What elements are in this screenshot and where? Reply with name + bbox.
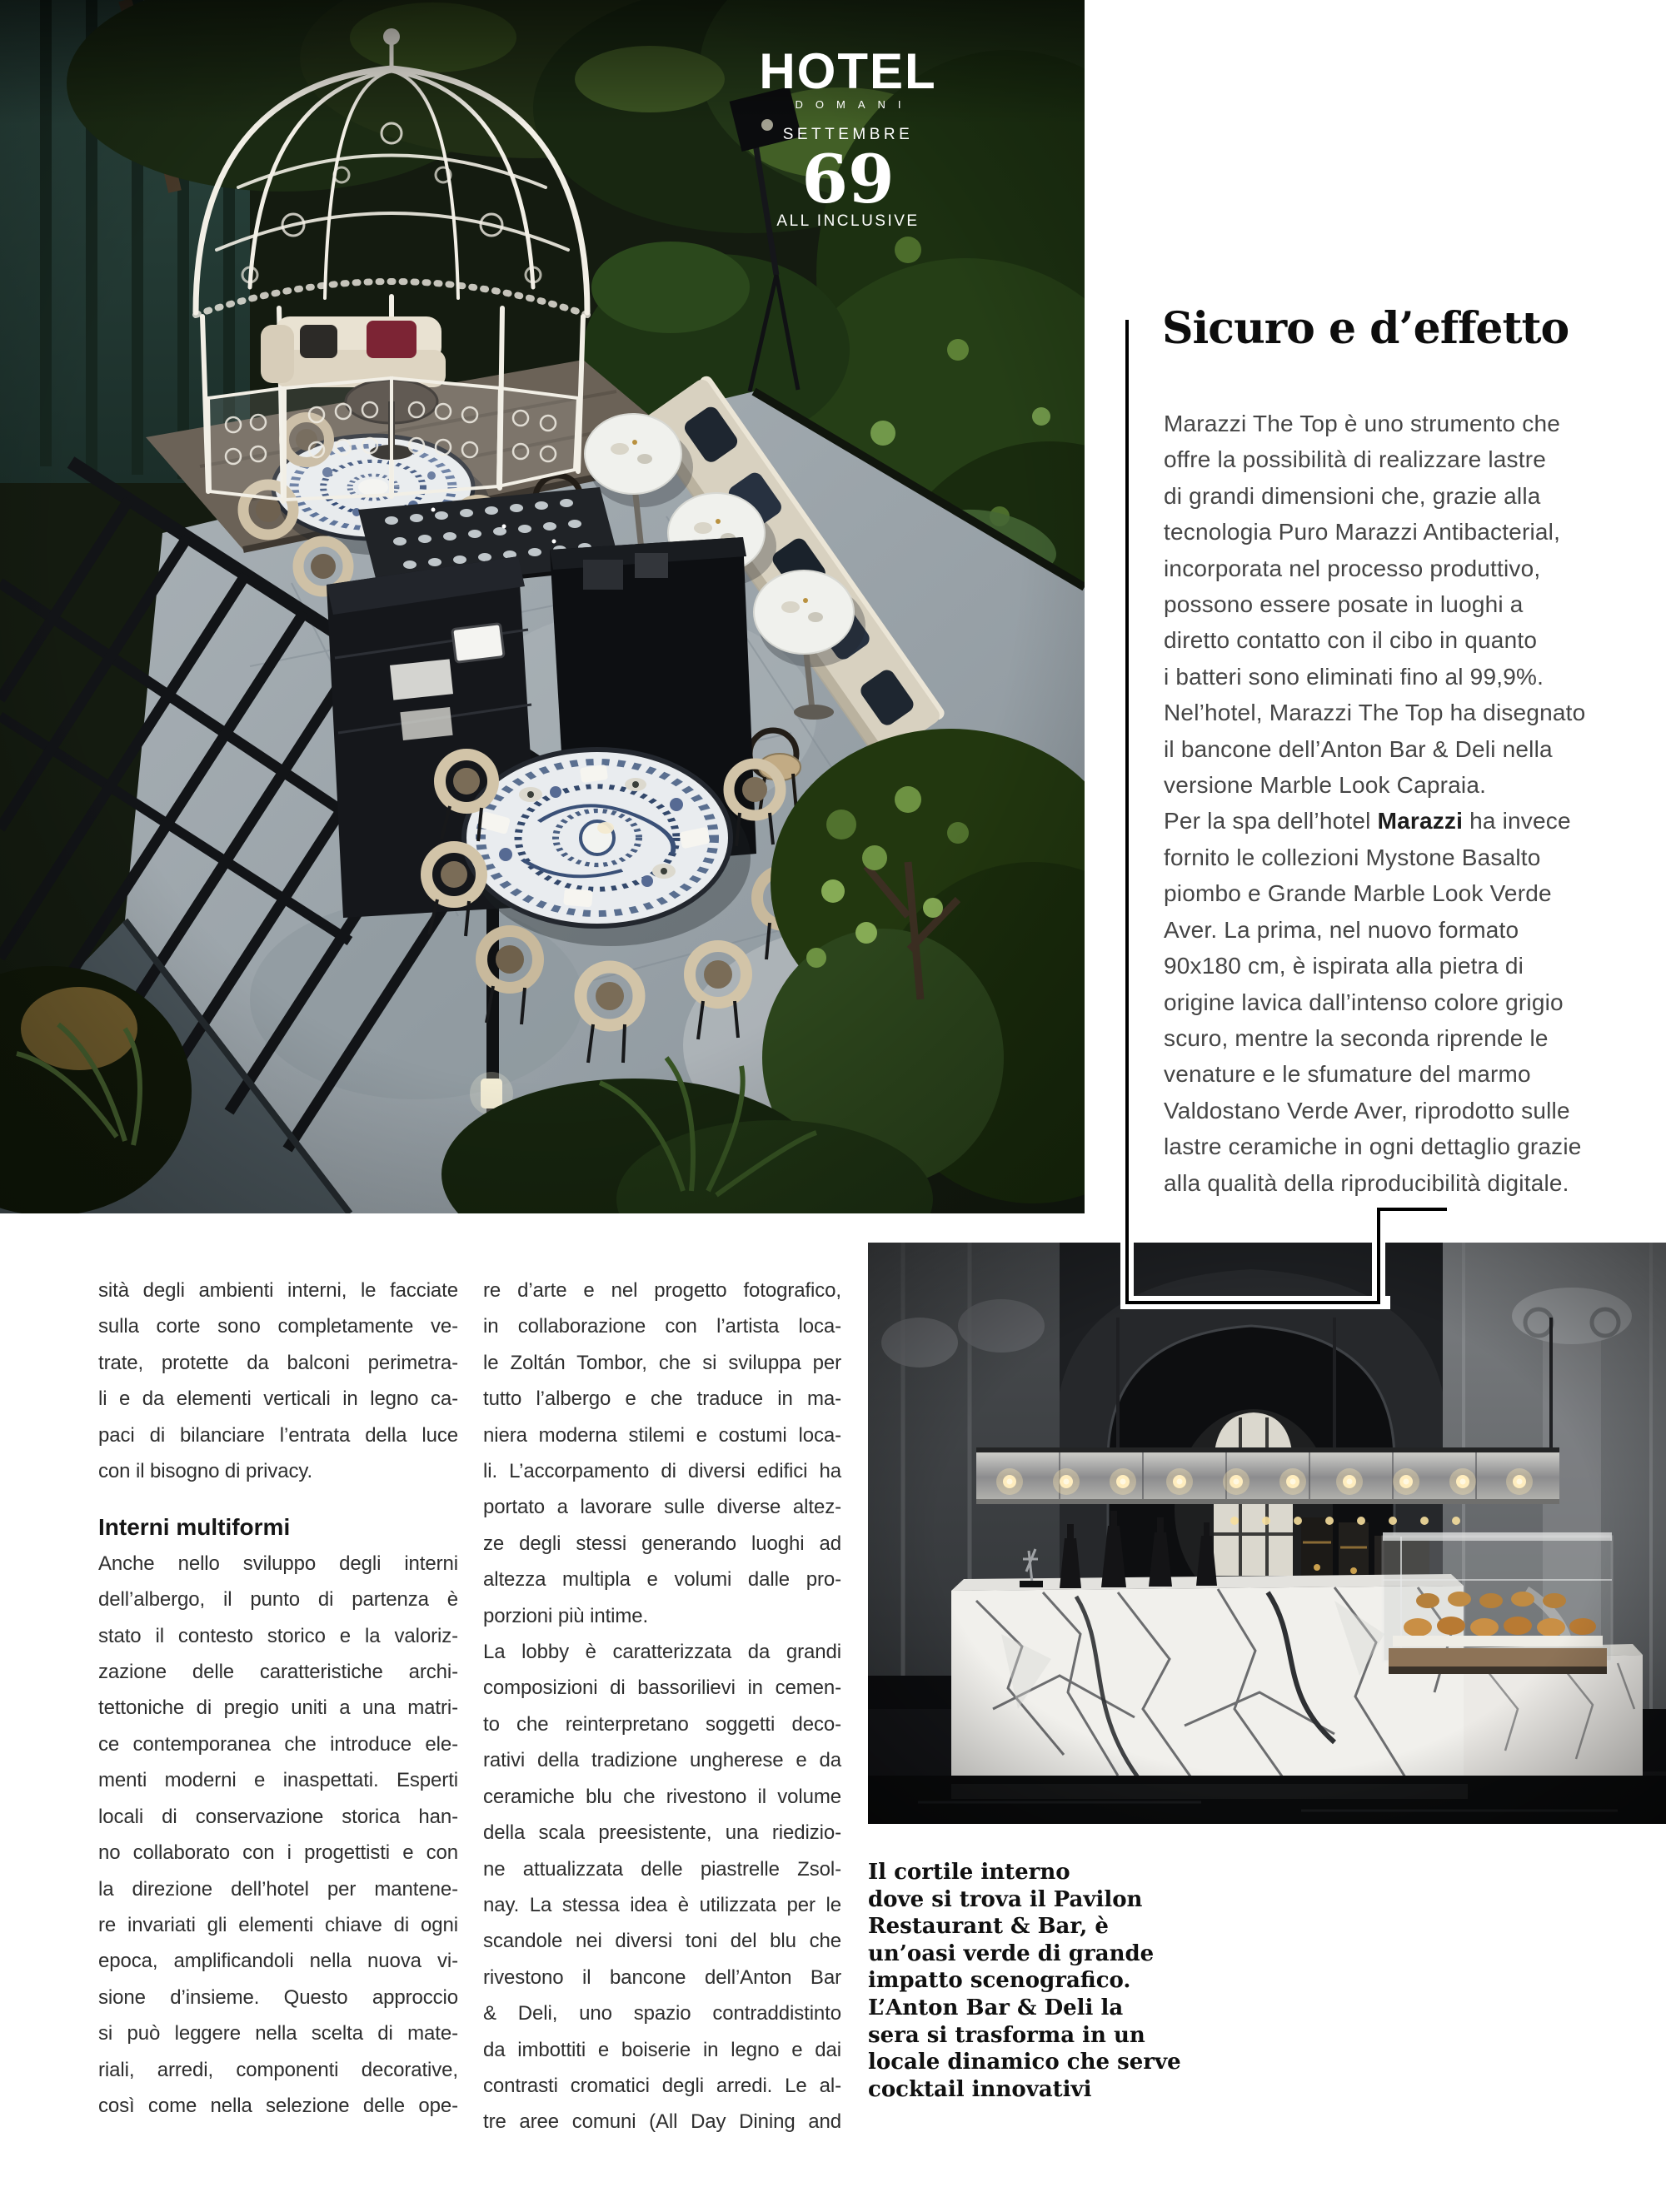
column-1-paragraph-2 [98, 1546, 458, 2125]
sidebar-body [1164, 406, 1664, 1201]
text-line: ze degli stessi generando luoghi ad [483, 1532, 841, 1555]
sidebar-rule [1125, 320, 1129, 1304]
corner-mark-tick [1380, 1208, 1447, 1211]
text-line: in collaborazione con l’artista loca- [483, 1315, 841, 1338]
text-line: offre la possibilità di realizzare lastre [1164, 446, 1547, 473]
text-line: di grandi dimensioni che, grazie alla [1164, 482, 1541, 509]
text-line: diretto contatto con il cibo in quanto [1164, 627, 1538, 654]
text-line: tettoniche di pregio uniti a una matri- [98, 1696, 458, 1720]
masthead [723, 43, 973, 231]
text-line: la direzione dell’hotel per mantene- [98, 1877, 458, 1901]
article-column-1 [98, 1273, 458, 2124]
text-line: tutto l’albergo e che traduce in ma- [483, 1387, 841, 1411]
text-line: possono essere posate in luoghi a [1164, 591, 1524, 618]
text-line: to che reinterpretano soggetti deco- [483, 1712, 841, 1736]
text-line: altezza multipla e volumi dalle pro- [483, 1568, 841, 1592]
text-line: sione d’insieme. Questo approccio [98, 1985, 458, 2009]
text-line: dell’albergo, il punto di partenza è [98, 1588, 458, 1612]
text-line: i batteri sono eliminati fino al 99,9%. [1164, 663, 1544, 690]
text-line: porzioni più intime. [483, 1604, 649, 1627]
text-line: rativi della tradizione ungherese e da [483, 1749, 841, 1772]
corner-mark-vertical [1377, 1208, 1380, 1304]
bar-photo-art [868, 1243, 1666, 1824]
text-line: zazione delle caratteristiche archi- [98, 1661, 458, 1684]
text-line: un’oasi verde di grande [868, 1940, 1155, 1966]
text-line: sera si trasforma in un [868, 2022, 1145, 2048]
issue-month: SETTEMBRE [782, 126, 914, 143]
text-line: Aver. La prima, nel nuovo formato [1164, 916, 1519, 943]
article-subhead: Interni multiformi [98, 1514, 291, 1541]
text-line: nay. La stessa idea è utilizzata per le [483, 1893, 841, 1916]
text-line: Il cortile interno [868, 1860, 1070, 1885]
sidebar-title: Sicuro e d’effetto [1162, 303, 1569, 354]
text-line: così come nella selezione delle ope- [98, 2094, 458, 2117]
text-line: rivestono il bancone dell’Anton Bar [483, 1965, 841, 1989]
text-line: Per la spa dell’hotel Marazzi ha invece [1164, 808, 1571, 834]
magazine-logo: HOTEL [759, 43, 937, 99]
text-line: Anche nello sviluppo degli interni [98, 1552, 458, 1575]
text-line: le Zoltán Tombor, che si sviluppa per [483, 1351, 841, 1374]
text-line: 90x180 cm, è ispirata alla pietra di [1164, 953, 1524, 979]
text-line: tre aree comuni (All Day Dining and [483, 2110, 841, 2134]
page-number: 69 [801, 140, 895, 218]
text-line: alla qualità della riproducibilità digitale. [1164, 1169, 1569, 1196]
text-line: tecnologia Puro Marazzi Antibacterial, [1164, 519, 1561, 546]
text-line: La lobby è caratterizzata da grandi [483, 1641, 841, 1664]
text-line: locale dinamico che serve [868, 2050, 1181, 2075]
text-line: da imbottiti e boiserie in legno e dai [483, 2038, 841, 2061]
text-line: niera moderna stilemi e costumi loca- [483, 1423, 841, 1447]
text-line: Restaurant & Bar, è [868, 1914, 1109, 1940]
text-line: si può leggere nella scelta di mate- [98, 2022, 458, 2045]
text-line: locali di conservazione storica han- [98, 1805, 458, 1828]
text-line: Valdostano Verde Aver, riprodotto sulle [1164, 1097, 1570, 1123]
text-line: ceramiche blu che rivestono il volume [483, 1785, 841, 1808]
text-line: trate, protette da balconi perimetra- [98, 1351, 458, 1374]
text-line: fornito le collezioni Mystone Basalto [1164, 844, 1541, 870]
issue-tagline: ALL INCLUSIVE [776, 212, 920, 230]
text-line: Nel’hotel, Marazzi The Top ha disegnato [1164, 700, 1586, 726]
text-line: con il bisogno di privacy. [98, 1460, 313, 1483]
text-line: no collaborato con i progettisti e con [98, 1841, 458, 1865]
text-line: della scala preesistente, una riedizio- [483, 1821, 841, 1845]
text-line: cocktail innovativi [868, 2076, 1092, 2102]
text-line: menti moderni e inaspettati. Esperti [98, 1769, 458, 1792]
text-line: scandole nei diversi toni del blu che [483, 1930, 841, 1953]
corner-mark-bottom [1125, 1301, 1380, 1304]
text-line: incorporata nel processo produttivo, [1164, 555, 1541, 581]
text-line: & Deli, uno spazio contraddistinto [483, 2002, 841, 2025]
text-line: portato a lavorare sulle diverse altez- [483, 1496, 841, 1519]
text-line: ne attualizzata delle piastrelle Zsol- [483, 1857, 841, 1881]
article-column-2 [483, 1273, 841, 2140]
text-line: ce contemporanea che introduce ele- [98, 1732, 458, 1756]
text-line: stato il contesto storico e la valoriz- [98, 1624, 458, 1647]
bar-photo [868, 1243, 1666, 1824]
text-line: contrasti cromatici degli arredi. Le al- [483, 2074, 841, 2097]
photo-caption [868, 1859, 1226, 2103]
text-line: il bancone dell’Anton Bar & Deli nella [1164, 735, 1553, 762]
text-line: riali, arredi, componenti decorative, [98, 2058, 458, 2081]
courtyard-photo [0, 0, 1085, 1213]
column-2-paragraph [483, 1273, 841, 2140]
text-line: scuro, mentre la seconda riprende le [1164, 1024, 1549, 1051]
text-line: epoca, amplificandoli nella nuova vi- [98, 1950, 458, 1973]
text-line: venature e le sfumature del marmo [1164, 1061, 1531, 1088]
text-line: versione Marble Look Capraia. [1164, 772, 1487, 799]
text-line: L’Anton Bar & Deli la [868, 1995, 1124, 2020]
text-line: impatto scenografico. [868, 1968, 1131, 1994]
text-line: piombo e Grande Marble Look Verde [1164, 880, 1552, 907]
text-line: sulla corte sono completamente ve- [98, 1315, 458, 1338]
text-line: composizioni di bassorilievi in cemen- [483, 1676, 841, 1700]
text-line: sità degli ambienti interni, le facciate [98, 1279, 458, 1302]
text-line: Marazzi The Top è uno strumento che [1164, 411, 1560, 436]
text-line: lastre ceramiche in ogni dettaglio grazie [1164, 1133, 1582, 1160]
text-line: re d’arte e nel progetto fotografico, [483, 1279, 841, 1302]
column-1-paragraph-1 [98, 1273, 458, 1489]
text-line: re invariati gli elementi chiave di ogni [98, 1913, 458, 1936]
text-line: li e da elementi verticali in legno ca- [98, 1387, 458, 1411]
magazine-logo-subtitle: DOMANI [795, 98, 914, 111]
text-line: dove si trova il Pavilon [868, 1886, 1143, 1912]
text-line: paci di bilanciare l’entrata della luce [98, 1423, 458, 1447]
text-line: origine lavica dall’intenso colore grigio [1164, 989, 1564, 1015]
text-line: li. L’accorpamento di diversi edifici ha [483, 1460, 841, 1483]
